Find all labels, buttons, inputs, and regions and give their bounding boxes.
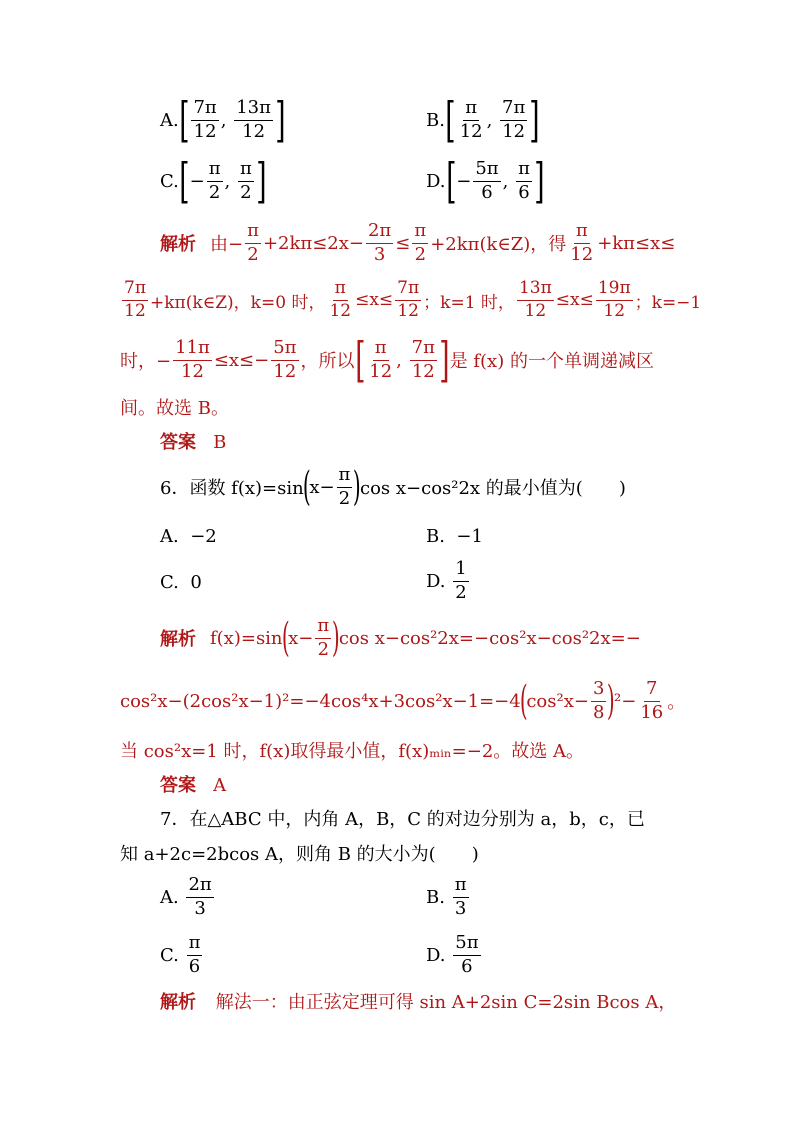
q7-solution-line-1 <box>160 994 676 1012</box>
text: +2kπ(k∈Z)，得 <box>430 234 567 256</box>
fraction <box>596 280 633 321</box>
q6-option-d <box>426 560 471 603</box>
paren: ( <box>281 615 290 662</box>
num: π <box>187 934 203 956</box>
fraction <box>191 96 218 142</box>
fraction <box>638 680 665 723</box>
option-label: D. <box>426 944 446 966</box>
den: 12 <box>459 120 483 142</box>
num: π <box>245 222 261 244</box>
num: 2π <box>186 876 213 898</box>
fraction <box>453 934 480 977</box>
q5-solution-line-3: 时，− $\frac{11\pi}{12}$ ≤x≤− $\frac{5\pi}{12}$ ，所以 [ $\frac{\pi}{12}$ , $\frac{7\pi}{12}$ ] 是 f(x) 的一个单调递减区 <box>120 332 654 388</box>
den: 12 <box>193 120 217 142</box>
num: π <box>333 280 348 301</box>
num: π <box>463 99 479 121</box>
den: 6 <box>481 181 493 203</box>
fraction <box>453 560 468 603</box>
question-number: 6． <box>160 478 190 500</box>
den: 6 <box>461 955 473 977</box>
num: π <box>373 339 389 361</box>
option-value: 0 <box>190 572 202 593</box>
paren: ( <box>519 678 528 725</box>
answer-value: A <box>213 775 227 796</box>
den: 2 <box>317 638 330 660</box>
q6-solution-line-3: 当 cos²x=1 时，f(x)取得最小值，f(x)ₘᵢₙ=−2。故选 A。 <box>120 741 584 762</box>
bracket: ] <box>529 92 540 148</box>
solution-label: 解析 <box>160 992 196 1013</box>
fraction <box>315 617 331 660</box>
den: 16 <box>640 701 664 723</box>
den: 2 <box>455 581 467 603</box>
option-label: D. <box>426 170 446 192</box>
fraction <box>337 466 353 509</box>
num: 5π <box>453 934 480 956</box>
den: 2 <box>414 243 427 265</box>
q6-solution-line-1 <box>160 617 641 660</box>
text: ；k=1 时， <box>423 292 515 313</box>
fraction <box>234 96 273 142</box>
text: ≤x≤ <box>355 290 394 311</box>
den: 12 <box>369 360 393 382</box>
num: 13π <box>517 280 554 301</box>
num: 7π <box>395 280 421 301</box>
q7-option-b <box>426 876 471 919</box>
num: π <box>453 876 469 898</box>
fraction <box>367 336 394 382</box>
option-label: C. <box>160 170 179 192</box>
num: 13π <box>234 99 273 121</box>
option-label: B. <box>426 886 445 908</box>
q6-option-b <box>426 528 483 546</box>
option-value: −1 <box>456 526 483 547</box>
num: 7 <box>644 680 659 702</box>
option-label: D. <box>426 570 446 592</box>
option-label: B. <box>426 109 445 131</box>
answer-value: B <box>213 432 227 453</box>
text: f(x)=sin <box>210 627 283 649</box>
paren: ) <box>332 615 340 662</box>
fraction <box>517 280 554 321</box>
fraction <box>395 280 421 321</box>
option-label: A. <box>160 109 179 131</box>
text: 函数 f(x)=sin <box>189 478 304 500</box>
bracket: [ <box>445 153 457 209</box>
fraction <box>187 934 203 977</box>
den: 12 <box>570 243 594 265</box>
fraction <box>173 336 212 382</box>
answer-label: 答案 <box>160 775 196 796</box>
q5-option-c: C. [ − $\frac{\pi}{2}$ , $\frac{\pi}{2}$ ] <box>160 153 267 209</box>
option-label: C. <box>160 572 179 593</box>
text: ，所以 <box>300 351 355 372</box>
bracket: [ <box>178 92 190 148</box>
num: 5π <box>473 160 500 182</box>
num: π <box>207 160 223 182</box>
den: 12 <box>181 360 204 382</box>
q5-solution-line-2 <box>120 280 701 321</box>
den: 2 <box>208 181 221 203</box>
text: ；k=−1 <box>634 292 702 313</box>
q7-stem-line-1: 7．在△ABC 中，内角 A，B，C 的对边分别为 a，b，c，已 <box>160 809 645 830</box>
text: 是 f(x) 的一个单调递减区 <box>449 351 654 372</box>
text: +kπ≤x≤ <box>597 232 676 254</box>
q7-option-c <box>160 934 204 977</box>
bracket: ] <box>256 153 267 209</box>
den: 2 <box>240 181 252 203</box>
fraction <box>591 680 606 723</box>
answer-label: 答案 <box>160 432 196 453</box>
q6-option-c <box>160 574 202 592</box>
text: 解法一：由正弦定理可得 sin A+2sin C=2sin Bcos A， <box>215 992 677 1013</box>
option-label: A. <box>160 886 179 908</box>
num: 7π <box>500 99 527 121</box>
fraction <box>516 157 532 203</box>
text: ≤x≤− <box>213 349 270 371</box>
text: 。 <box>667 692 686 714</box>
bracket: [ <box>354 332 366 388</box>
fraction <box>366 222 393 265</box>
den: 12 <box>124 300 146 321</box>
num: π <box>315 617 331 639</box>
q6-solution-line-2 <box>120 680 685 723</box>
q6-stem <box>160 466 626 509</box>
num: 7π <box>410 339 437 361</box>
paren: ( <box>302 464 311 511</box>
q5-solution-line-4: 间。故选 B。 <box>120 398 229 419</box>
fraction <box>271 336 298 382</box>
den: 8 <box>592 701 605 723</box>
fraction <box>327 280 353 321</box>
q6-option-a <box>160 528 217 546</box>
den: 12 <box>524 300 547 321</box>
fraction <box>245 222 261 265</box>
num: π <box>516 160 532 182</box>
option-label: A. <box>160 526 179 547</box>
text: cos²x− <box>526 690 589 712</box>
fraction <box>458 96 485 142</box>
den: 6 <box>188 955 201 977</box>
bracket: ] <box>439 332 450 388</box>
solution-label: 解析 <box>160 234 196 256</box>
q5-option-d: D. [ − $\frac{5\pi}{6}$ , $\frac{\pi}{6}$ ] <box>426 153 545 209</box>
num: 11π <box>173 339 212 361</box>
fraction <box>500 96 527 142</box>
bracket: ] <box>534 153 545 209</box>
text: +2kπ≤2x− <box>262 232 364 254</box>
num: π <box>337 466 353 488</box>
fraction <box>238 157 254 203</box>
bracket: [ <box>445 92 456 148</box>
den: 2 <box>338 487 351 509</box>
fraction <box>122 280 148 321</box>
q5-option-b: B. [ $\frac{\pi}{12}$ , $\frac{7\pi}{12}$ ] <box>426 92 540 148</box>
text: ≤x≤ <box>555 290 594 311</box>
num: 2π <box>366 222 393 244</box>
fraction <box>412 222 428 265</box>
num: π <box>238 160 254 182</box>
text: cos²x−(2cos²x−1)²=−4cos⁴x+3cos²x−1=−4 <box>120 690 521 712</box>
q6-answer <box>160 777 226 795</box>
den: 12 <box>502 120 526 142</box>
text: x− <box>288 627 314 649</box>
den: 3 <box>373 243 386 265</box>
fraction <box>568 222 595 265</box>
bracket: ] <box>275 92 286 148</box>
solution-label: 解析 <box>160 629 196 651</box>
fraction <box>453 876 469 919</box>
den: 12 <box>329 300 352 321</box>
den: 12 <box>397 300 419 321</box>
q5-solution-line-1 <box>160 222 675 265</box>
den: 6 <box>518 181 530 203</box>
text: ≤ <box>395 232 411 254</box>
text: 由− <box>210 234 244 256</box>
q7-stem-line-2: 知 a+2c=2bcos A，则角 B 的大小为( ) <box>120 844 479 865</box>
num: 7π <box>122 280 148 301</box>
q5-answer <box>160 434 226 452</box>
option-value: −2 <box>190 526 217 547</box>
bracket: [ <box>179 153 190 209</box>
den: 12 <box>411 360 435 382</box>
num: 19π <box>596 280 633 301</box>
fraction <box>186 876 213 919</box>
paren: ) <box>607 678 616 725</box>
q7-option-a <box>160 876 216 919</box>
option-label: C. <box>160 944 179 966</box>
num: 5π <box>271 339 298 361</box>
text: x− <box>309 476 335 498</box>
q7-option-d <box>426 934 483 977</box>
num: π <box>412 222 428 244</box>
text: 时，− <box>120 351 172 372</box>
num: 7π <box>191 99 218 121</box>
den: 12 <box>273 360 297 382</box>
text: ²− <box>614 690 637 712</box>
num: π <box>574 222 590 244</box>
den: 12 <box>242 120 266 142</box>
num: 3 <box>591 680 606 702</box>
fraction <box>473 157 500 203</box>
num: 1 <box>453 560 468 582</box>
text: cos x−cos²2x=−cos²x−cos²2x=− <box>338 627 641 649</box>
den: 3 <box>454 897 467 919</box>
den: 2 <box>247 243 259 265</box>
text: cos x−cos²2x 的最小值为( ) <box>360 478 626 500</box>
q5-option-a: A. [ $\frac{7\pi}{12}$ , $\frac{13\pi}{12}$ ] <box>160 92 286 148</box>
fraction <box>410 336 437 382</box>
den: 3 <box>194 897 206 919</box>
fraction <box>207 157 223 203</box>
paren: ) <box>353 464 362 511</box>
option-label: B. <box>426 526 445 547</box>
text: +kπ(k∈Z)，k=0 时， <box>150 292 326 313</box>
den: 12 <box>603 300 626 321</box>
